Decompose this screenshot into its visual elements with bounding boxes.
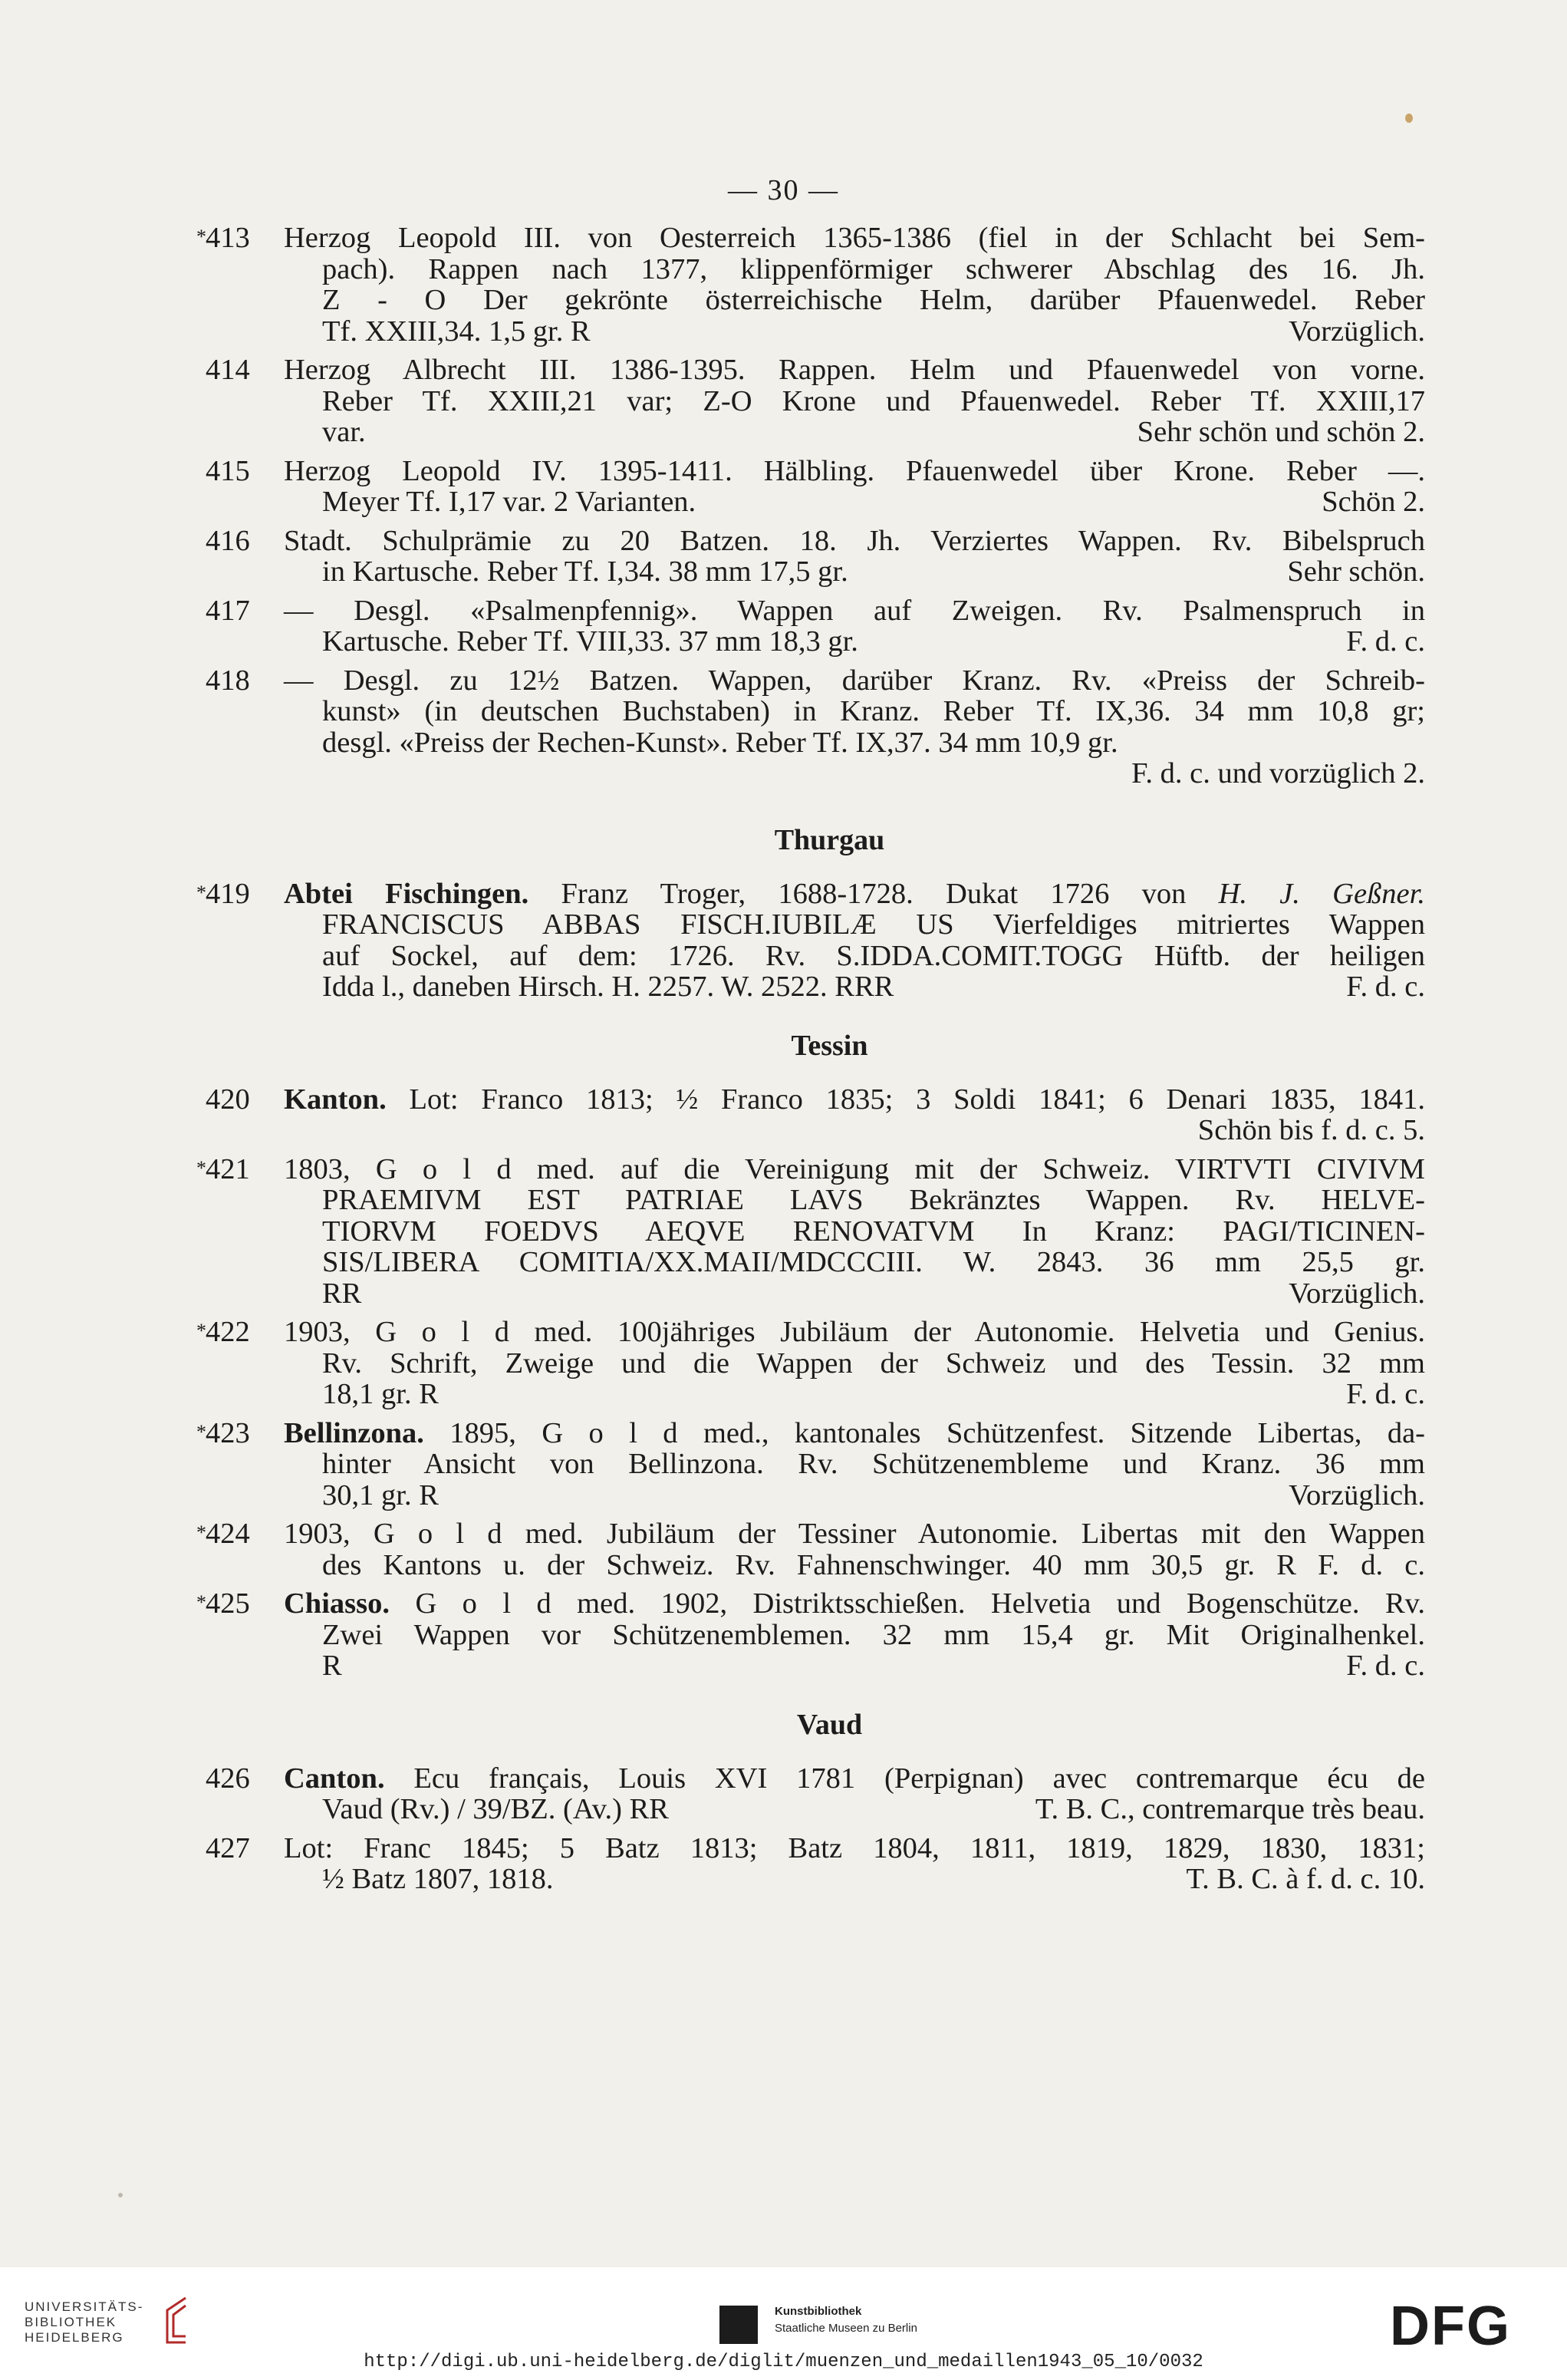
lot-number: *422	[196, 1316, 250, 1348]
lot-number: *413	[196, 222, 250, 254]
lot-number: 427	[206, 1831, 250, 1864]
entry-line: Herzog Leopold IV. 1395-1411. Hälbling. Pfauenwedel über Krone. Reber —.	[284, 454, 1425, 487]
lot-number: *425	[196, 1587, 250, 1620]
lot-number: *419	[196, 877, 250, 910]
catalogue-list	[0, 223, 1567, 1895]
entry-line: pach). Rappen nach 1377, klippenförmiger schwerer Abschlag des 16. Jh.	[322, 252, 1425, 285]
grade: F. d. c.	[1346, 1378, 1425, 1410]
entry-line: Reber Tf. XXIII,21 var; Z-O Krone und Pfauenwedel. Reber Tf. XXIII,17	[322, 384, 1425, 417]
lot-number: *424	[196, 1518, 250, 1550]
page-number: — 30 —	[728, 174, 839, 206]
lot-number: 418	[206, 664, 250, 697]
grade: Sehr schön.	[1287, 555, 1425, 588]
paper-speck	[118, 2193, 123, 2197]
lot-number: 416	[206, 524, 250, 557]
kunstbibliothek-logo-icon[interactable]	[719, 2306, 758, 2344]
university-library-logo[interactable]: UNIVERSITÄTS- BIBLIOTHEK HEIDELBERG	[25, 2299, 144, 2345]
entry-name: Bellinzona.	[284, 1416, 424, 1449]
star-marker: *	[196, 1320, 206, 1342]
star-marker: *	[196, 1420, 206, 1443]
section-heading-tessin: Tessin	[791, 1029, 868, 1062]
section-heading-vaud: Vaud	[796, 1708, 863, 1741]
entries-group-b	[0, 1154, 1567, 1418]
grade: Schön bis f. d. c. 5.	[1197, 1114, 1425, 1146]
catalogue-entry-413	[0, 223, 1567, 347]
catalogue-entry-420: 420 Kanton. Lot: Franco 1813; ½ Franco 1835; 3 Soldi 1841; 6 Denari 1835, 1841. Schön bis f. d. c. 5.	[0, 1084, 1567, 1146]
entry-line: Herzog Leopold III. von Oesterreich 1365-1386 (fiel in der Schlacht bei Sem-	[284, 222, 1425, 254]
entry-line: PRAEMIVM EST PATRIAE LAVS Bekränztes Wappen. Rv. HELVE-	[322, 1184, 1425, 1216]
paper-speck	[1405, 114, 1413, 123]
star-marker: *	[196, 1591, 206, 1614]
star-marker: *	[196, 1521, 206, 1544]
catalogue-entry-427: 427 Lot: Franc 1845; 5 Batz 1813; Batz 1804, 1811, 1819, 1829, 1830, 1831; ½ Batz 1807, 1818. T. B. C. à f. d. c. 10.	[0, 1833, 1567, 1895]
entry-line: desgl. «Preiss der Rechen-Kunst». Reber Tf. IX,37. 34 mm 10,9 gr.	[322, 726, 1118, 759]
grade: F. d. c.	[1346, 625, 1425, 658]
catalogue-entry-415	[0, 456, 1567, 518]
entry-line: Kartusche. Reber Tf. VIII,33. 37 mm 18,3 gr.	[322, 625, 858, 658]
grade: Vorzüglich.	[1289, 1277, 1425, 1310]
entry-line: 1903, G o l d med. 100jähriges Jubiläum der Autonomie. Helvetia und Genius.	[284, 1316, 1425, 1348]
entry-line: Z - O Der gekrönte österreichische Helm, darüber Pfauenwedel. Reber	[322, 284, 1425, 316]
entry-line: Rv. Schrift, Zweige und die Wappen der Schweiz und des Tessin. 32 mm	[322, 1347, 1425, 1380]
entry-line: in Kartusche. Reber Tf. I,34. 38 mm 17,5 gr.	[322, 555, 848, 588]
catalogue-entry-423: *423 Bellinzona. 1895, G o l d med., kantonales Schützenfest. Sitzende Libertas, da- hinter Ansicht von Bellinzona. Rv. Schützenembleme und Kranz. 36 mm 30,1 gr. R Vorzüglich.	[196, 1416, 1425, 1511]
grade: T. B. C. à f. d. c. 10.	[1186, 1863, 1425, 1895]
entry-line: 1803, G o l d med. auf die Vereinigung mit der Schweiz. VIRTVTI CIVIVM	[284, 1152, 1425, 1185]
entry-line: SIS/LIBERA COMITIA/XX.MAII/MDCCCIII. W. 2843. 36 mm 25,5 gr.	[322, 1246, 1425, 1278]
star-marker: *	[196, 881, 206, 904]
entries-group-a	[0, 223, 1567, 797]
lot-number: 417	[206, 594, 250, 627]
entry-line: Stadt. Schulprämie zu 20 Batzen. 18. Jh. Verziertes Wappen. Rv. Bibelspruch	[284, 524, 1425, 557]
star-marker: *	[196, 226, 206, 248]
entry-line: kunst» (in deutschen Buchstaben) in Kranz. Reber Tf. IX,36. 34 mm 10,8 gr;	[322, 695, 1425, 727]
lot-number: 426	[206, 1762, 250, 1795]
catalogue-entry-419: *419 Abtei Fischingen. Franz Troger, 1688-1728. Dukat 1726 von H. J. Geßner. FRANCISCUS ABBAS FISCH.IUBILÆ US Vierfeldiges mitriertes Wappen auf Sockel, auf dem: 1726. Rv. S.IDDA.COMIT.TOGG Hüftb. der heiligen Idda l., daneben Hirsch. H. 2257. W. 2522. RRR F. d. c.	[196, 877, 1425, 1003]
entry-line: 18,1 gr. R	[322, 1378, 439, 1410]
catalogue-entry-424: *424 1903, G o l d med. Jubiläum der Tessiner Autonomie. Libertas mit den Wappen des Kantons u. der Schweiz. Rv. Fahnenschwinger. 40 mm 30,5 gr. R F. d. c.	[196, 1518, 1425, 1581]
university-logo-mark-icon	[163, 2295, 189, 2345]
section-heading-thurgau: Thurgau	[774, 823, 885, 856]
entry-line: — Desgl. «Psalmenpfennig». Wappen auf Zweigen. Rv. Psalmenspruch in	[284, 594, 1425, 627]
lot-number: 414	[206, 354, 250, 386]
catalogue-entry-425: *425 Chiasso. G o l d med. 1902, Distriktsschießen. Helvetia und Bogenschütze. Rv. Zwei Wappen vor Schützenemblemen. 32 mm 15,4 gr. Mit Originalhenkel. R F. d. c.	[196, 1587, 1425, 1682]
catalogue-entry-414	[0, 354, 1567, 448]
star-marker: *	[196, 1156, 206, 1179]
catalogue-entry-426: 426 Canton. Ecu français, Louis XVI 1781 (Perpignan) avec contremarque écu de Vaud (Rv.) / 39/BZ. (Av.) RR T. B. C., contremarque très beau.	[0, 1763, 1567, 1825]
entry-line: Herzog Albrecht III. 1386-1395. Rappen. Helm und Pfauenwedel von vorne.	[284, 354, 1425, 386]
lot-number: *423	[196, 1416, 250, 1449]
lot-number: *421	[196, 1152, 250, 1185]
entry-line: RR	[322, 1277, 362, 1310]
viewer-footer	[0, 2267, 1567, 2380]
kunstbibliothek-label: Kunstbibliothek Staatliche Museen zu Berlin	[775, 2305, 917, 2335]
grade: F. d. c.	[1346, 1650, 1425, 1682]
entry-name: Abtei Fischingen.	[284, 877, 529, 910]
grade: Vorzüglich.	[1289, 315, 1425, 348]
lot-number: 420	[206, 1083, 250, 1116]
grade: Sehr schön und schön 2.	[1137, 416, 1425, 448]
grade: Schön 2.	[1322, 486, 1425, 518]
entry-line: TIORVM FOEDVS AEQVE RENOVATVM In Kranz: PAGI/TICINEN-	[322, 1215, 1425, 1248]
lot-number: 415	[206, 454, 250, 487]
catalogue-entry-418	[0, 665, 1567, 789]
catalogue-entry-421	[0, 1154, 1567, 1310]
grade: F. d. c.	[1346, 971, 1425, 1003]
entry-line: Tf. XXIII,34. 1,5 gr. R	[322, 315, 591, 348]
permalink-url[interactable]: http://digi.ub.uni-heidelberg.de/diglit/muenzen_und_medaillen1943_05_10/0032	[364, 2352, 1203, 2372]
catalogue-entry-422	[0, 1317, 1567, 1410]
entry-name: Canton.	[284, 1762, 385, 1795]
entry-line: var.	[322, 416, 366, 448]
catalogue-entry-416	[0, 526, 1567, 588]
entry-line: — Desgl. zu 12½ Batzen. Wappen, darüber Kranz. Rv. «Preiss der Schreib-	[284, 664, 1425, 697]
entry-line: Meyer Tf. I,17 var. 2 Varianten.	[322, 486, 696, 518]
grade: T. B. C., contremarque très beau.	[1035, 1793, 1425, 1825]
dfg-logo[interactable]: DFG	[1390, 2296, 1511, 2357]
entry-name: Chiasso.	[284, 1587, 390, 1620]
catalogue-entry-417	[0, 595, 1567, 658]
entry-name: Kanton.	[284, 1083, 387, 1116]
grade: Vorzüglich.	[1289, 1478, 1425, 1511]
grade: F. d. c. und vorzüglich 2.	[1131, 757, 1425, 789]
